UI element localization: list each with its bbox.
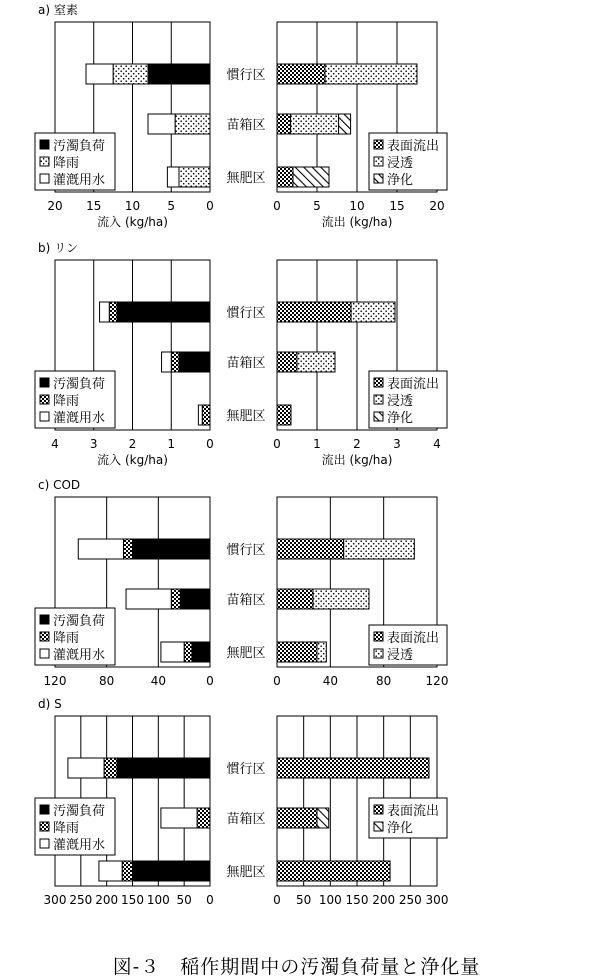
tick-label: 0 — [206, 893, 214, 907]
legend-swatch — [374, 649, 383, 658]
tick-label: 20 — [429, 199, 445, 213]
legend-swatch — [40, 822, 49, 831]
bar-segment — [291, 114, 339, 134]
legend-swatch — [40, 174, 49, 183]
legend-entry: 降雨 — [53, 156, 80, 171]
bar-segment — [277, 861, 390, 881]
legend-swatch — [374, 805, 383, 814]
legend-swatch — [40, 412, 49, 421]
legend-entry: 浸透 — [387, 648, 414, 663]
legend — [35, 371, 115, 428]
tick-label: 4 — [51, 437, 59, 451]
outflow-plot — [273, 260, 447, 467]
category-label: 苗箱区 — [226, 812, 266, 827]
tick-label: 0 — [273, 674, 281, 688]
legend-swatch — [374, 378, 383, 387]
tick-label: 250 — [398, 893, 422, 907]
bar-segment — [123, 539, 132, 559]
bar-segment — [277, 808, 317, 828]
bar-segment — [277, 64, 325, 84]
legend-entry: 表面流出 — [387, 377, 440, 392]
bar-segment — [339, 114, 351, 134]
tick-label: 15 — [389, 199, 405, 213]
category-label: 慣行区 — [226, 306, 266, 321]
legend-entry: 降雨 — [53, 394, 80, 409]
tick-label: 10 — [124, 199, 141, 213]
tick-label: 4 — [433, 437, 441, 451]
bar-segment — [313, 589, 369, 609]
legend-swatch — [374, 140, 383, 149]
panel-label: d) S — [38, 697, 62, 711]
legend-entry: 浄化 — [387, 821, 414, 836]
legend-swatch — [40, 805, 49, 814]
tick-label: 20 — [47, 199, 63, 213]
tick-label: 300 — [43, 893, 67, 907]
bar-segment — [86, 64, 113, 84]
legend-entry: 灌漑用水 — [53, 838, 106, 853]
category-label: 慣行区 — [226, 543, 266, 558]
legend-swatch — [374, 822, 383, 831]
tick-label: 40 — [150, 674, 166, 688]
tick-label: 150 — [121, 893, 144, 907]
tick-label: 5 — [167, 199, 176, 213]
tick-label: 0 — [206, 199, 214, 213]
tick-label: 80 — [376, 674, 392, 688]
legend-swatch — [374, 174, 383, 183]
bar-segment — [297, 352, 335, 372]
bar-segment — [113, 64, 148, 84]
bar-segment — [277, 539, 344, 559]
outflow-plot — [273, 22, 447, 229]
tick-label: 50 — [296, 893, 312, 907]
inflow-plot — [35, 260, 214, 467]
bar-segment — [175, 114, 210, 134]
bar-segment — [184, 642, 192, 662]
inflow-plot — [35, 22, 214, 229]
bar-segment — [277, 642, 317, 662]
legend-swatch — [40, 649, 49, 658]
bar-segment — [192, 642, 210, 662]
bar-segment — [277, 302, 351, 322]
panel-3 — [35, 697, 448, 907]
category-label: 無肥区 — [226, 409, 266, 424]
axis-label: 流出 (kg/ha) — [321, 453, 393, 467]
legend-entry: 汚濁負荷 — [53, 139, 106, 154]
bar-segment — [109, 302, 117, 322]
bar-segment — [171, 352, 179, 372]
legend-entry: 降雨 — [53, 631, 80, 646]
bar-segment — [148, 64, 210, 84]
bar-segment — [117, 758, 210, 778]
legend-entry: 浄化 — [387, 173, 414, 188]
bar-segment — [162, 352, 172, 372]
tick-label: 0 — [273, 199, 281, 213]
legend-entry: 灌漑用水 — [53, 173, 106, 188]
bar-segment — [180, 589, 210, 609]
bar-segment — [317, 642, 326, 662]
bar-segment — [161, 642, 184, 662]
tick-label: 10 — [349, 199, 365, 213]
legend — [35, 133, 115, 190]
bar-segment — [68, 758, 104, 778]
bar-segment — [171, 589, 180, 609]
tick-label: 0 — [273, 893, 281, 907]
legend — [369, 625, 447, 665]
tick-label: 5 — [313, 199, 321, 213]
inflow-plot — [35, 497, 214, 688]
tick-label: 120 — [425, 674, 449, 688]
bar-segment — [133, 861, 211, 881]
tick-label: 3 — [393, 437, 401, 451]
legend-swatch — [374, 412, 383, 421]
legend-entry: 汚濁負荷 — [53, 377, 106, 392]
category-label: 無肥区 — [226, 171, 266, 186]
panel-2 — [35, 478, 448, 688]
legend — [35, 608, 115, 665]
tick-label: 0 — [206, 674, 214, 688]
tick-label: 1 — [313, 437, 321, 451]
legend-swatch — [40, 632, 49, 641]
bar-segment — [277, 758, 429, 778]
legend-entry: 表面流出 — [387, 804, 440, 819]
inflow-plot — [35, 716, 214, 907]
bar-segment — [148, 114, 175, 134]
bar-segment — [325, 64, 417, 84]
bar-segment — [133, 539, 211, 559]
panel-1 — [35, 241, 447, 467]
legend-swatch — [40, 615, 49, 624]
category-label: 慣行区 — [226, 68, 266, 83]
tick-label: 1 — [167, 437, 176, 451]
legend-entry: 灌漑用水 — [53, 648, 106, 663]
panel-label: c) COD — [38, 478, 81, 492]
legend — [35, 798, 115, 855]
tick-label: 3 — [89, 437, 98, 451]
category-label: 苗箱区 — [226, 118, 266, 133]
tick-label: 200 — [95, 893, 119, 907]
category-label: 無肥区 — [226, 865, 266, 880]
legend — [369, 133, 447, 190]
tick-label: 2 — [353, 437, 361, 451]
tick-label: 80 — [99, 674, 115, 688]
bar-segment — [179, 167, 210, 187]
legend-swatch — [40, 839, 49, 848]
bar-segment — [104, 758, 117, 778]
bar-segment — [198, 405, 202, 425]
bar-segment — [126, 589, 171, 609]
figure-caption: 図-３ 稲作期間中の汚濁負荷量と浄化量 — [112, 956, 481, 978]
legend-swatch — [374, 632, 383, 641]
bar-segment — [99, 861, 122, 881]
tick-label: 50 — [176, 893, 192, 907]
bar-segment — [317, 808, 329, 828]
legend-swatch — [40, 395, 49, 404]
tick-label: 120 — [43, 674, 67, 688]
legend-swatch — [40, 378, 49, 387]
bar-segment — [202, 405, 210, 425]
bar-segment — [293, 167, 329, 187]
outflow-plot — [273, 716, 448, 907]
legend-entry: 浄化 — [387, 411, 414, 426]
tick-label: 200 — [372, 893, 396, 907]
category-label: 無肥区 — [226, 646, 266, 661]
tick-label: 15 — [86, 199, 102, 213]
legend-entry: 汚濁負荷 — [53, 614, 106, 629]
legend-entry: 表面流出 — [387, 139, 440, 154]
bar-segment — [277, 352, 297, 372]
bar-segment — [117, 302, 210, 322]
bar-segment — [78, 539, 123, 559]
bar-segment — [344, 539, 415, 559]
panel-0 — [35, 2, 447, 229]
axis-label: 流入 (kg/ha) — [97, 215, 168, 229]
tick-label: 40 — [322, 674, 338, 688]
bar-segment — [179, 352, 210, 372]
legend-entry: 灌漑用水 — [53, 411, 106, 426]
legend-swatch — [374, 395, 383, 404]
bar-segment — [277, 405, 291, 425]
tick-label: 150 — [345, 893, 369, 907]
bar-segment — [100, 302, 110, 322]
category-label: 苗箱区 — [226, 356, 266, 371]
tick-label: 100 — [146, 893, 170, 907]
legend-swatch — [374, 157, 383, 166]
bar-segment — [351, 302, 395, 322]
legend — [369, 371, 447, 428]
legend-entry: 表面流出 — [387, 631, 440, 646]
legend-entry: 浸透 — [387, 156, 414, 171]
legend-entry: 汚濁負荷 — [53, 804, 106, 819]
bar-segment — [122, 861, 132, 881]
tick-label: 2 — [128, 437, 137, 451]
legend-swatch — [40, 140, 49, 149]
legend-entry: 浸透 — [387, 394, 414, 409]
outflow-plot — [273, 497, 448, 688]
legend-swatch — [40, 157, 49, 166]
tick-label: 300 — [425, 893, 449, 907]
axis-label: 流入 (kg/ha) — [97, 453, 168, 467]
panel-label: b) リン — [38, 241, 79, 255]
bar-segment — [161, 808, 197, 828]
bar-segment — [277, 167, 293, 187]
axis-label: 流出 (kg/ha) — [321, 215, 393, 229]
bar-segment — [277, 589, 313, 609]
category-label: 苗箱区 — [226, 593, 266, 608]
tick-label: 100 — [318, 893, 342, 907]
legend-entry: 降雨 — [53, 821, 80, 836]
category-label: 慣行区 — [226, 762, 266, 777]
bar-segment — [277, 114, 291, 134]
tick-label: 250 — [69, 893, 93, 907]
bar-segment — [167, 167, 179, 187]
tick-label: 0 — [206, 437, 214, 451]
legend — [369, 798, 447, 838]
bar-segment — [197, 808, 210, 828]
panel-label: a) 窒素 — [38, 3, 78, 17]
tick-label: 0 — [273, 437, 281, 451]
